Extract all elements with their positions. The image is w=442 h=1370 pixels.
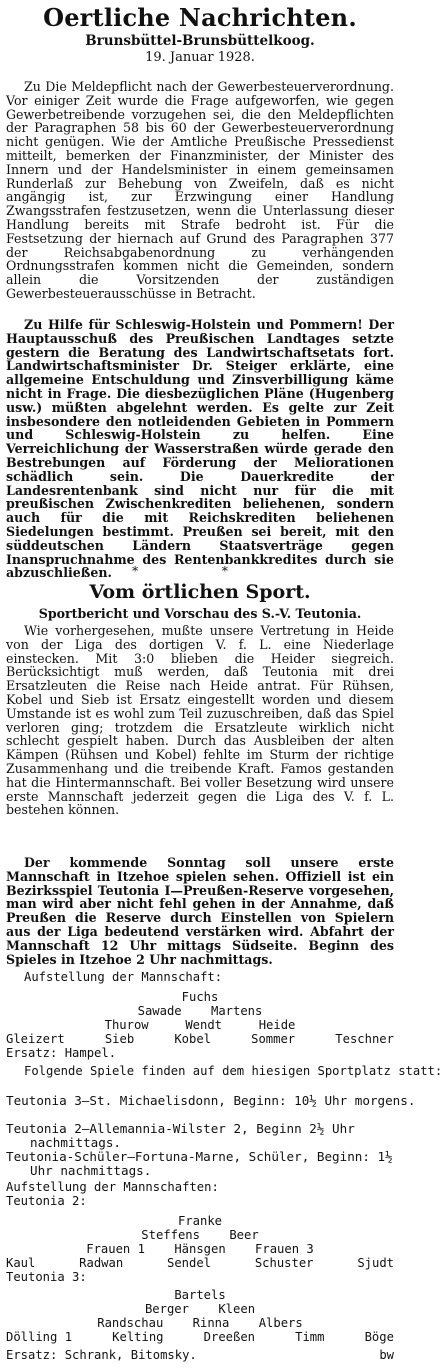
team3-forwards: [6, 1330, 394, 1344]
player: Hänsgen: [174, 1242, 226, 1256]
player: Randschau: [97, 1316, 164, 1330]
player: Radwan: [79, 1256, 124, 1270]
player: Böge: [364, 1330, 394, 1344]
player: Frauen 3: [255, 1242, 314, 1256]
lineups-section: [6, 970, 442, 1370]
player: Martens: [211, 1004, 263, 1018]
player: Sommer: [251, 1032, 296, 1046]
date-line: 19. Januar 1928.: [145, 50, 255, 65]
player: Berger: [144, 1302, 189, 1316]
game-item-2: Teutonia 2—Allemannia-Wilster 2, Beginn 2½ Uhr nachmittags.: [6, 1121, 355, 1151]
team3-reserve: Ersatz: Schrank, Bitomsky.: [6, 1348, 197, 1362]
game-item-3: Teutonia-Schüler—Fortuna-Marne, Schüler, Beginn: 1½ Uhr nachmittags.: [6, 1149, 393, 1179]
team3-label: Teutonia 3:: [6, 1270, 87, 1284]
player: Sendel: [166, 1256, 212, 1270]
player: Dreeßen: [203, 1330, 256, 1344]
player: Dölling 1: [6, 1330, 73, 1344]
game-item-1: Teutonia 3—St. Michaelisdonn, Beginn: 10½ Uhr morgens.: [6, 1093, 416, 1108]
sport-preview-paragraph: Der kommende Sonntag soll unsere erste Mannschaft in Itzehoe spielen sehen. Offiziell ist ein Bezirksspiel Teutonia I—Preußen-Reserve vorgesehen, man wird aber nicht fehl gehen in der Annahme, daß Preußen die Reserve durch Einstellen von Spielern aus der Liga bedeutend verstärken wird. Abfahrt der Mannschaft 12 Uhr mittags Südseite. Beginn des Spieles in Itzehoe 2 Uhr nachmittags.: [6, 855, 394, 967]
article-meldepflicht: Zu Die Meldepflicht nach der Gewerbesteuerverordnung. Vor einiger Zeit wurde die Frage aufgeworfen, wie gegen Gewerbetreibende vorzugehen sei, die den Meldepflichten der Paragraphen 58 bis 60 der Gewerbesteuerverordnung nicht genügen. Wie der Amtliche Preußische Pressedienst mitteilt, bemerken der Finanzminister, der Minister des Innern und der Handelsminister in einem gemeinsamen Runderlaß zur Behebung von Zweifeln, daß es nicht angängig ist, zur Erzwingung einer Handlung Zwangsstrafen festzusetzen, wenn die Unterlassung dieser Handlung bereits mit Strafe bedroht ist. Für die Festsetzung der hiernach auf Grund des Paragraphen 377 der Reichsabgabenordnung zu verhängenden Ordnungsstrafen kommen nicht die Gemeinden, sondern allein die Vorsitzenden der zuständigen Gewerbesteuerausschüsse in Betracht.: [6, 79, 394, 301]
player: Steffens: [141, 1228, 200, 1242]
lineup-forwards: [6, 1032, 394, 1046]
player: Rinna: [192, 1316, 230, 1330]
player: Albers: [258, 1316, 303, 1330]
sport-report-paragraph: Wie vorhergesehen, mußte unsere Vertretung in Heide von der Liga des dortigen V. f. L. eine Niederlage einstecken. Mit 3:0 blieben die Heider siegreich. Berücksichtigt muß werden, daß Teutonia mit drei Ersatzleuten die Reise nach Heide antrat. Für Rühsen, Kobel und Sieb ist Ersatz eingestellt worden und diesem Umstande ist es wohl zum Teil zuzuschreiben, daß das Spiel verloren ging; trotzdem die Ersatzleute wirklich nicht schlecht gespielt haben. Durch das Ausbleiben der alten Kämpen (Rühsen und Kobel) fehlte im Sturm der richtige Zusammenhang und die treibende Kraft. Famos gestanden hat die Hintermannschaft. Bei voller Besetzung wird unsere erste Mannschaft jederzeit gegen die Liga des V. f. L. bestehen können.: [6, 623, 394, 818]
player: Schuster: [254, 1256, 314, 1270]
team2-backs: [6, 1228, 394, 1242]
player: Wendt: [185, 1018, 223, 1032]
team2-forwards: [6, 1256, 394, 1270]
page-title: Oertliche Nachrichten.: [43, 3, 357, 32]
player: Sawade: [137, 1004, 182, 1018]
article-hilfe-schleswig-holstein: Zu Hilfe für Schleswig-Holstein und Pommern! Der Hauptausschuß des Preußischen Landtages setzte gestern die Beratung des Landwirtschaftsetats fort. Landwirtschaftsminister Dr. Steiger erklärte, eine allgemeine Entschuldung und Zinsverbilligung käme nicht in Frage. Die diesbezüglichen Pläne (Hugenberg usw.) müßten abgelehnt werden. Es gelte zur Zeit insbesondere den notleidenden Gebieten in Pommern und Schleswig-Holstein zu helfen. Eine Verreichlichung der Wasserstraßen würde gerade den Bestrebungen auf Förderung der Meliorationen schädlich sein. Die Dauerkredite der Landesrentenbank sind nicht nur für die mit preußischen Zwischenkrediten beliehenen, sondern auch für die mit Reichskrediten beliehenen Siedelungen bestimmt. Preußen sei bereit, mit den süddeutschen Ländern Staatsverträge gegen Inanspruchnahme des Rentenbankkredites durch sie abzuschließen.: [6, 317, 394, 581]
team2-goal: Franke: [177, 1214, 223, 1228]
team3-goal: Bartels: [174, 1288, 226, 1302]
lineup-reserve: Ersatz: Hampel.: [6, 1046, 117, 1060]
sport-subtitle: Sportbericht und Vorschau des S.-V. Teutonia.: [38, 606, 362, 621]
team3-backs: [6, 1302, 394, 1316]
player: Thurow: [104, 1018, 149, 1032]
player: Kobel: [174, 1032, 211, 1046]
place-heading: Brunsbüttel-Brunsbüttelkoog.: [85, 33, 315, 49]
player: Beer: [229, 1228, 259, 1242]
team2-halves: [6, 1242, 394, 1256]
lineup-goal: Fuchs: [181, 990, 219, 1004]
player: Teschner: [335, 1032, 394, 1046]
player: Frauen 1: [86, 1242, 145, 1256]
author-signature: bw: [379, 1348, 394, 1362]
player: Sjudt: [357, 1256, 394, 1270]
lineup-label: Aufstellung der Mannschaft:: [24, 970, 223, 984]
team3-halves: [6, 1316, 394, 1330]
player: Kaul: [6, 1256, 36, 1270]
player: Timm: [295, 1330, 325, 1344]
lineups-label: Aufstellung der Mannschaften:: [6, 1180, 219, 1194]
player: Kleen: [218, 1302, 256, 1316]
player: Heide: [258, 1018, 296, 1032]
player: Gleizert: [6, 1032, 65, 1046]
sport-section-title: Vom örtlichen Sport.: [89, 581, 311, 603]
lineup-backs: [6, 1004, 394, 1018]
player: Kelting: [112, 1330, 164, 1344]
team2-label: Teutonia 2:: [6, 1194, 87, 1208]
games-intro: Folgende Spiele finden auf dem hiesigen Sportplatz statt:: [24, 1064, 442, 1078]
games-intro-line1: [24, 1064, 442, 1078]
player: Sieb: [104, 1032, 135, 1046]
section-divider: * *: [132, 564, 268, 578]
lineup-halves: [6, 1018, 394, 1032]
